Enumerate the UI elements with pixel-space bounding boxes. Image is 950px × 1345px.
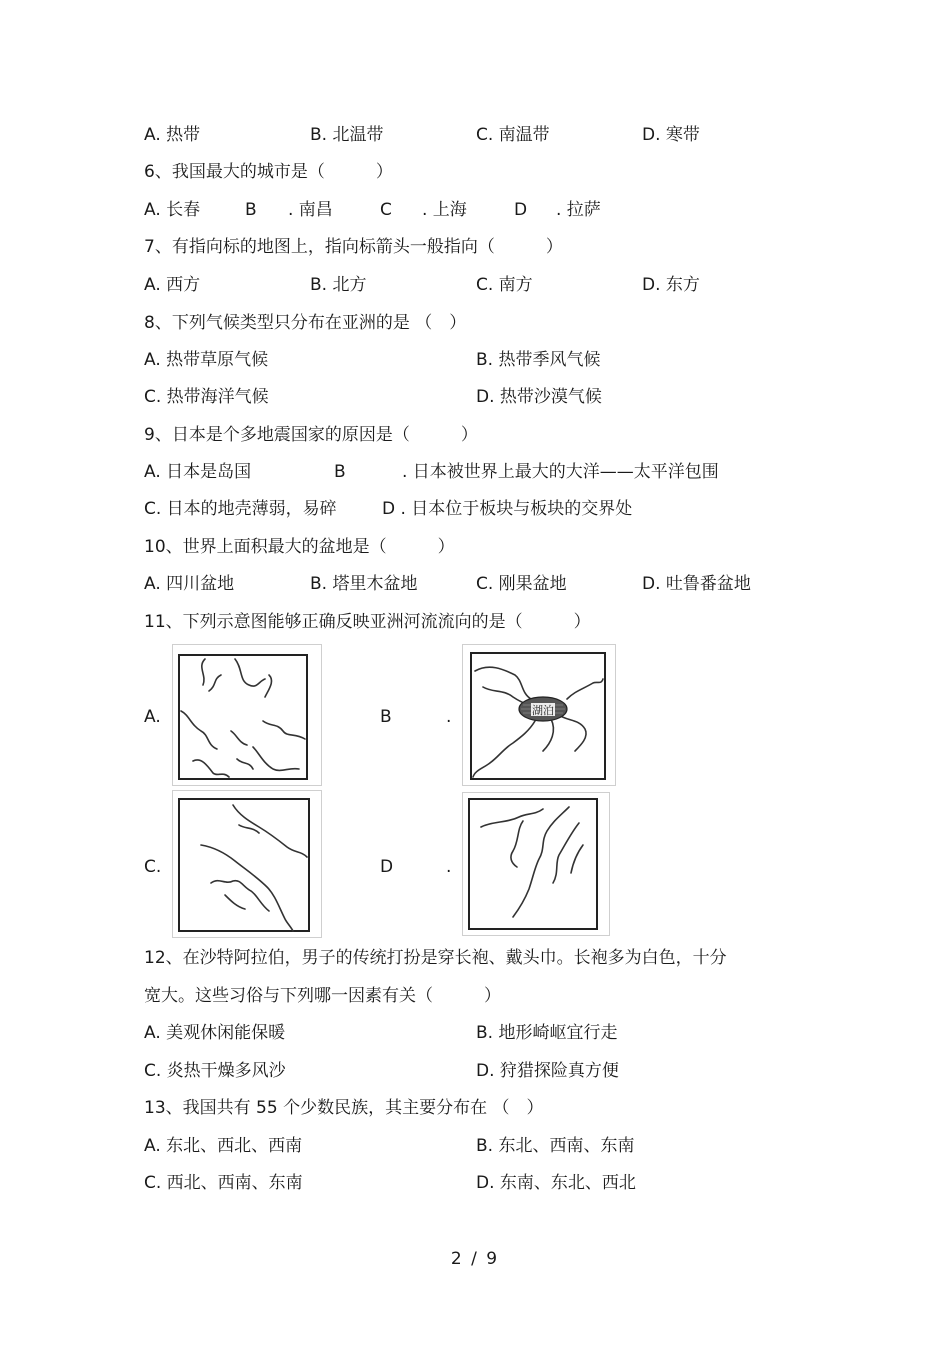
q10-option-b: B. 塔里木盆地 bbox=[310, 574, 418, 594]
river-map-d bbox=[462, 792, 610, 936]
q8-option-b: B. 热带季风气候 bbox=[476, 350, 601, 370]
q5-option-b: B. 北温带 bbox=[310, 125, 384, 145]
q13-option-b: B. 东北、西南、东南 bbox=[476, 1136, 635, 1156]
q11-label-c: C. bbox=[144, 857, 162, 877]
q7-option-c: C. 南方 bbox=[476, 275, 533, 295]
q9-stem: 9、日本是个多地震国家的原因是（ ） bbox=[144, 425, 478, 445]
q5-option-d: D. 寒带 bbox=[642, 125, 700, 145]
page-number: 2 / 9 bbox=[450, 1249, 500, 1269]
q6-option-d-letter: D bbox=[514, 200, 528, 220]
q6-option-d-text: . 拉萨 bbox=[556, 200, 601, 220]
q13-option-a: A. 东北、西北、西南 bbox=[144, 1136, 303, 1156]
q10-option-a: A. 四川盆地 bbox=[144, 574, 235, 594]
q6-option-b-letter: B bbox=[245, 200, 257, 220]
q12-option-c: C. 炎热干燥多风沙 bbox=[144, 1061, 286, 1081]
q7-option-b: B. 北方 bbox=[310, 275, 367, 295]
q6-stem: 6、我国最大的城市是（ ） bbox=[144, 162, 393, 182]
river-map-a bbox=[172, 644, 322, 786]
q13-option-c: C. 西北、西南、东南 bbox=[144, 1173, 303, 1193]
q12-option-a: A. 美观休闲能保暖 bbox=[144, 1023, 286, 1043]
q9-option-d: D . 日本位于板块与板块的交界处 bbox=[382, 499, 633, 519]
q12-stem-line1: 12、在沙特阿拉伯，男子的传统打扮是穿长袍、戴头巾。长袍多为白色，十分 bbox=[144, 948, 727, 968]
q6-option-b-text: . 南昌 bbox=[288, 200, 333, 220]
q9-option-b-text: . 日本被世界上最大的大洋——太平洋包围 bbox=[402, 462, 719, 482]
q12-stem-line2: 宽大。这些习俗与下列哪一因素有关（ ） bbox=[144, 986, 501, 1006]
river-map-b-drawing bbox=[463, 645, 615, 785]
q5-option-a: A. 热带 bbox=[144, 125, 201, 145]
q6-option-c-text: . 上海 bbox=[422, 200, 467, 220]
river-map-a-drawing bbox=[173, 645, 321, 785]
q11-label-b-dot: . bbox=[446, 707, 452, 727]
q7-option-d: D. 东方 bbox=[642, 275, 700, 295]
q7-stem: 7、有指向标的地图上，指向标箭头一般指向（ ） bbox=[144, 237, 563, 257]
q5-option-c: C. 南温带 bbox=[476, 125, 550, 145]
river-map-b bbox=[462, 644, 616, 786]
q6-option-c-letter: C bbox=[380, 200, 392, 220]
q9-option-b-letter: B bbox=[334, 462, 346, 482]
q13-stem: 13、我国共有 55 个少数民族，其主要分布在 （ ） bbox=[144, 1098, 544, 1118]
q8-option-a: A. 热带草原气候 bbox=[144, 350, 269, 370]
q11-label-d-letter: D bbox=[380, 857, 394, 877]
river-map-c bbox=[172, 790, 322, 938]
q12-option-b: B. 地形崎岖宜行走 bbox=[476, 1023, 618, 1043]
q9-option-a: A. 日本是岛国 bbox=[144, 462, 252, 482]
q10-option-c: C. 刚果盆地 bbox=[476, 574, 567, 594]
q9-option-c: C. 日本的地壳薄弱，易碎 bbox=[144, 499, 337, 519]
q11-stem: 11、下列示意图能够正确反映亚洲河流流向的是（ ） bbox=[144, 612, 591, 632]
q7-option-a: A. 西方 bbox=[144, 275, 201, 295]
q11-label-d-dot: . bbox=[446, 857, 452, 877]
q8-stem: 8、下列气候类型只分布在亚洲的是 （ ） bbox=[144, 313, 467, 333]
q10-stem: 10、世界上面积最大的盆地是（ ） bbox=[144, 537, 455, 557]
q12-option-d: D. 狩猎探险真方便 bbox=[476, 1061, 619, 1081]
river-map-d-drawing bbox=[463, 793, 609, 935]
q11-label-b-letter: B bbox=[380, 707, 392, 727]
q6-option-a: A. 长春 bbox=[144, 200, 201, 220]
q11-label-a: A. bbox=[144, 707, 161, 727]
lake-label: 湖泊 bbox=[532, 704, 554, 717]
q8-option-c: C. 热带海洋气候 bbox=[144, 387, 269, 407]
river-map-c-drawing bbox=[173, 791, 321, 937]
q10-option-d: D. 吐鲁番盆地 bbox=[642, 574, 751, 594]
q13-option-d: D. 东南、东北、西北 bbox=[476, 1173, 636, 1193]
q8-option-d: D. 热带沙漠气候 bbox=[476, 387, 602, 407]
